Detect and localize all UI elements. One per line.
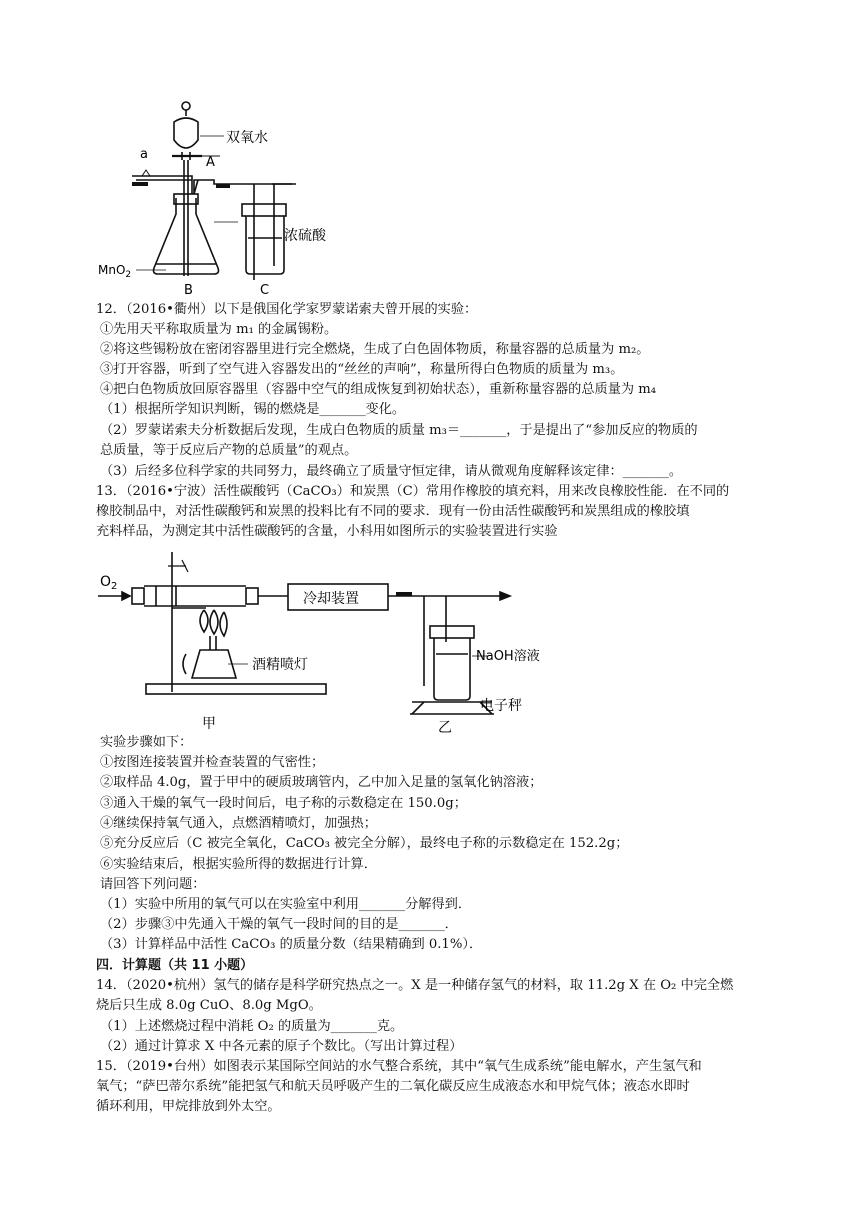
q14-sub2: （2）通过计算求 X 中各元素的原子个数比。（写出计算过程） — [100, 1039, 463, 1054]
o2-inlet-label: $O_2$ — [100, 574, 118, 592]
q12-step4: ④把白色物质放回原容器里（容器中空气的组成恢复到初始状态），重新称量容器的总质量为 m₄ — [100, 382, 657, 397]
q15-stem: 15．（2019•台州）如图表示某国际空间站的水气整合系统，其中“氧气生成系统”能电解水，产生氢气和 — [96, 1059, 702, 1074]
q12-sub3: （3）后经多位科学家的共同努力，最终确立了质量守恒定律，请从微观角度解释该定律：_______。 — [100, 464, 683, 479]
q13-step4: ④继续保持氧气通入，点燃酒精喷灯，加强热； — [100, 816, 377, 831]
flask-B-label: B — [184, 283, 193, 298]
q14-sub1: （1）上述燃烧过程中消耗 O₂ 的质量为_______克。 — [100, 1019, 404, 1034]
q13-step1: ①按图连接装置并检查装置的气密性； — [100, 755, 325, 770]
caco3-determination-apparatus-diagram — [96, 546, 540, 736]
q12-stem: 12．（2016•衢州）以下是俄国化学家罗蒙诺索夫曾开展的实验： — [96, 302, 478, 317]
q12-sub1: （1）根据所学知识判断，锡的燃烧是_______变化。 — [100, 402, 406, 417]
q13-sub1: （1）实验中所用的氧气可以在实验室中利用_______分解得到． — [100, 897, 472, 912]
conc-h2so4-label: 浓硫酸 — [284, 228, 326, 244]
q13-step3: ③通入干燥的氧气一段时间后，电子称的示数稳定在 150.0g； — [100, 796, 467, 811]
q13-stem: 13．（2016•宁波）活性碳酸钙（CaCO₃）和炭黑（C）常用作橡胶的填充料，用来改良橡胶性能．在不同的 — [96, 484, 730, 499]
q13-step2: ②取样品 4.0g，置于甲中的硬质玻璃管内，乙中加入足量的氢氧化钠溶液； — [100, 775, 543, 790]
q13-stem-3: 充料样品，为测定其中活性碳酸钙的含量，小科用如图所示的实验装置进行实验 — [96, 524, 558, 539]
q13-sub2: （2）步骤③中先通入干燥的氧气一段时间的目的是_______． — [100, 917, 458, 932]
q12-sub2: （2）罗蒙诺索夫分析数据后发现，生成白色物质的质量 m₃＝_______，于是提出了“参加反应的物质的 — [100, 423, 698, 438]
q14-stem: 14．（2020•杭州）氢气的储存是科学研究热点之一。X 是一种储存氢气的材料，取 11.2g X 在 O₂ 中完全燃 — [96, 978, 734, 993]
oxygen-generation-apparatus-diagram — [96, 96, 326, 302]
q13-sub3: （3）计算样品中活性 CaCO₃ 的质量分数（结果精确到 0.1%）． — [100, 937, 483, 952]
valve-a-label: a — [140, 147, 148, 162]
apparatus-yi-label: 乙 — [438, 720, 452, 736]
q15-stem-3: 循环利用，甲烷排放到外太空。 — [96, 1099, 281, 1114]
mno2-label: MnO$_2$ — [98, 263, 132, 280]
q15-stem-2: 氧气；“萨巴蒂尔系统”能把氢气和航天员呼吸产生的二氧化碳反应生成液态水和甲烷气体；液态水即时 — [96, 1079, 690, 1094]
q12-sub2-cont: 总质量，等于反应后产物的总质量”的观点。 — [100, 443, 358, 458]
q12-step1: ①先用天平称取质量为 m₁ 的金属锡粉。 — [100, 322, 338, 337]
q13-stem-2: 橡胶制品中，对活性碳酸钙和炭黑的投料比有不同的要求．现有一份由活性碳酸钙和炭黑组成的橡胶填 — [96, 504, 690, 519]
alcohol-lamp-label: 酒精喷灯 — [252, 657, 308, 673]
bottle-C-label: C — [260, 283, 270, 298]
apparatus-jia-label: 甲 — [202, 716, 216, 732]
q12-step3: ③打开容器，听到了空气进入容器发出的“丝丝的声响”，称量所得白色物质的质量为 m₃。 — [100, 362, 624, 377]
q14-stem-2: 烧后只生成 8.0g CuO、8.0g MgO。 — [96, 998, 322, 1013]
q12-step2: ②将这些锡粉放在密闭容器里进行完全燃烧，生成了白色固体物质，称量容器的总质量为 m₂。 — [100, 342, 650, 357]
q13-answer-prompt: 请回答下列问题： — [100, 877, 206, 892]
cooling-device-label: 冷却装置 — [303, 591, 359, 607]
naoh-solution-label: NaOH溶液 — [476, 649, 540, 664]
q13-step6: ⑥实验结束后，根据实验所得的数据进行计算． — [100, 857, 377, 872]
q13-steps-heading: 实验步骤如下： — [100, 735, 193, 750]
valve-A-label: A — [206, 155, 215, 170]
electronic-scale-label: 电子秤 — [480, 698, 522, 714]
h2o2-label: 双氧水 — [226, 130, 268, 146]
q13-step5: ⑤充分反应后（C 被完全氧化，CaCO₃ 被完全分解），最终电子称的示数稳定在 152.2g； — [100, 836, 629, 851]
section-heading-calculation: 四．计算题（共 11 小题） — [96, 958, 254, 973]
